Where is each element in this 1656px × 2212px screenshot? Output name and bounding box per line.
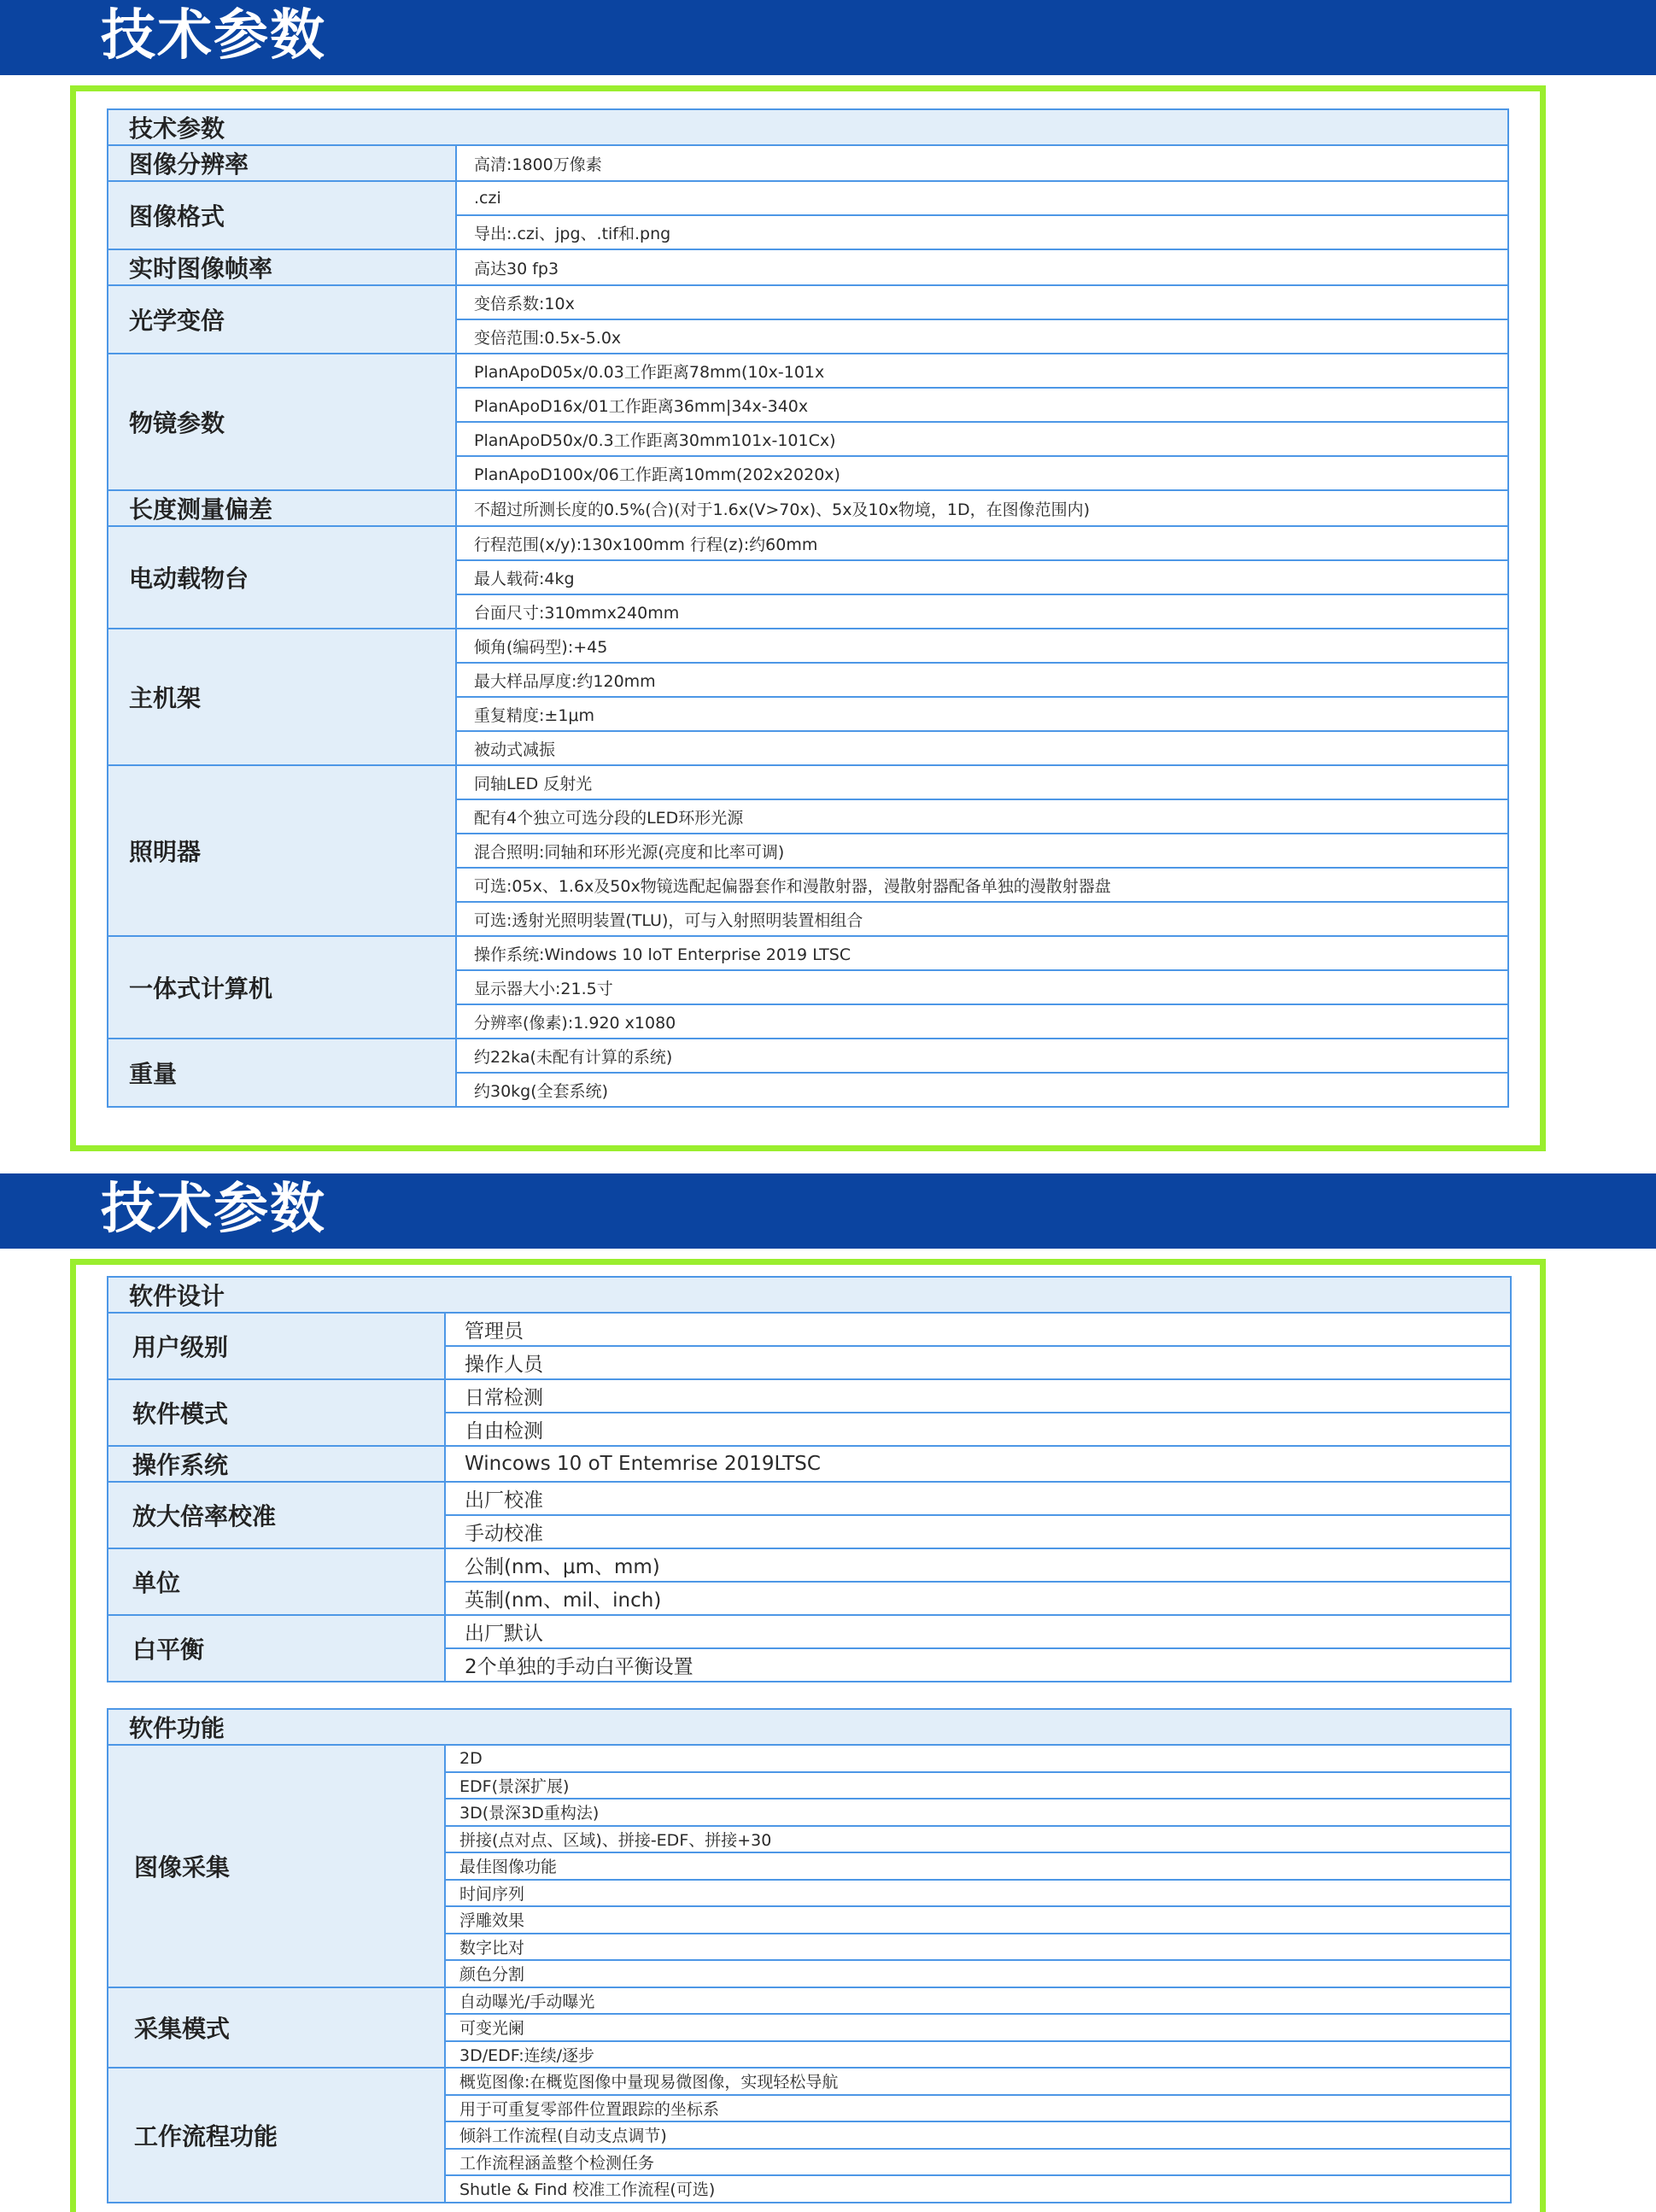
row-value: 配有4个独立可选分段的LED环形光源 [456,799,1508,834]
section-title: 技术参数 [101,1178,326,1241]
row-value: PlanApoD16x/01工作距离36mm|34x-340x [456,388,1508,422]
row-value: 自动曝光/手动曝光 [445,1987,1511,2015]
row-label: 操作系统 [108,1446,445,1482]
row-value: 工作流程涵盖整个检测任务 [445,2149,1511,2176]
row-value: Shutle & Find 校准工作流程(可选) [445,2175,1511,2203]
table-header: 软件功能 [108,1709,1511,1745]
row-label: 物镜参数 [108,354,456,490]
table-row [108,490,1508,526]
section-title: 技术参数 [101,4,326,67]
table-row [108,249,1508,285]
table-row [108,1379,1511,1413]
row-label: 光学变倍 [108,285,456,354]
row-value: 概览图像:在概览图像中量现易微图像，实现轻松导航 [445,2068,1511,2095]
row-value: PlanApoD100x/06工作距离10mm(202x2020x) [456,456,1508,490]
section-banner-1 [0,0,1656,75]
row-value: 日常检测 [445,1379,1511,1413]
row-value: 约22ka(未配有计算的系统) [456,1039,1508,1073]
row-value: 3D(景深3D重构法) [445,1799,1511,1826]
row-value: 被动式减振 [456,731,1508,765]
row-label: 图像采集 [108,1745,445,1987]
row-value: 可选:透射光照明装置(TLU)，可与入射照明装置相组合 [456,902,1508,936]
row-value: 同轴LED 反射光 [456,765,1508,799]
table-row [108,765,1508,799]
row-label: 一体式计算机 [108,936,456,1039]
table-row [108,2068,1511,2095]
row-label: 重量 [108,1039,456,1107]
table-row [108,1615,1511,1648]
table-row [108,181,1508,215]
row-label: 用户级别 [108,1313,445,1379]
spec-table-hardware [107,108,1509,1108]
row-value: PlanApoD05x/0.03工作距离78mm(10x-101x [456,354,1508,388]
row-value: 导出:.czi、jpg、.tif和.png [456,215,1508,249]
table-header: 技术参数 [108,109,1508,145]
row-label: 单位 [108,1548,445,1615]
row-value: EDF(景深扩展) [445,1772,1511,1799]
row-value: 重复精度:±1μm [456,697,1508,731]
row-value: 最佳图像功能 [445,1852,1511,1880]
row-value: Wincows 10 oT Entemrise 2019LTSC [445,1446,1511,1482]
row-value: 倾角(编码型):+45 [456,629,1508,663]
table-row [108,145,1508,181]
section-banner-2 [0,1173,1656,1249]
row-value: 高清:1800万像素 [456,145,1508,181]
row-label: 实时图像帧率 [108,249,456,285]
row-label: 电动载物台 [108,526,456,629]
row-label: 软件模式 [108,1379,445,1446]
row-value: 可选:05x、1.6x及50x物镜选配起偏器套作和漫散射器，漫散射器配备单独的漫散射器盘 [456,868,1508,902]
row-value: .czi [456,181,1508,215]
row-value: 显示器大小:21.5寸 [456,970,1508,1004]
row-value: 混合照明:同轴和环形光源(亮度和比率可调) [456,834,1508,868]
row-value: 2个单独的手动白平衡设置 [445,1648,1511,1682]
row-value: 台面尺寸:310mmx240mm [456,594,1508,629]
table-row [108,936,1508,970]
row-label: 白平衡 [108,1615,445,1682]
row-value: PlanApoD50x/0.3工作距离30mm101x-101Cx) [456,422,1508,456]
row-value: 时间序列 [445,1880,1511,1907]
row-value: 出厂默认 [445,1615,1511,1648]
spec-table-software-functions [107,1708,1512,2203]
row-value: 管理员 [445,1313,1511,1346]
table-row [108,1313,1511,1346]
row-value: 操作人员 [445,1346,1511,1379]
row-value: 操作系统:Windows 10 loT Enterprise 2019 LTSC [456,936,1508,970]
table-row [108,1987,1511,2015]
table-row [108,1482,1511,1515]
row-value: 手动校准 [445,1515,1511,1548]
row-value: 行程范围(x/y):130x100mm 行程(z):约60mm [456,526,1508,560]
table-row [108,354,1508,388]
row-value: 变倍系数:10x [456,285,1508,319]
row-label: 图像分辨率 [108,145,456,181]
row-value: 2D [445,1745,1511,1772]
row-value: 用于可重复零部件位置跟踪的坐标系 [445,2095,1511,2122]
row-value: 英制(nm、mil、inch) [445,1582,1511,1615]
row-value: 3D/EDF:连续/逐步 [445,2041,1511,2069]
row-value: 拼接(点对点、区域)、拼接-EDF、拼接+30 [445,1826,1511,1853]
spec-table-software-design [107,1276,1512,1682]
table-row [108,1548,1511,1582]
row-value: 倾斜工作流程(自动支点调节) [445,2121,1511,2149]
row-value: 高达30 fp3 [456,249,1508,285]
table-row [108,1039,1508,1073]
row-value: 数字比对 [445,1934,1511,1961]
row-label: 采集模式 [108,1987,445,2069]
row-value: 自由检测 [445,1413,1511,1446]
row-value: 变倍范围:0.5x-5.0x [456,319,1508,354]
row-value: 出厂校准 [445,1482,1511,1515]
row-value: 最人载荷:4kg [456,560,1508,594]
table-row [108,1446,1511,1482]
row-label: 图像格式 [108,181,456,249]
row-value: 分辨率(像素):1.920 x1080 [456,1004,1508,1039]
row-label: 主机架 [108,629,456,765]
row-label: 工作流程功能 [108,2068,445,2203]
row-value: 可变光阑 [445,2014,1511,2041]
table-header: 软件设计 [108,1277,1511,1313]
row-label: 放大倍率校准 [108,1482,445,1548]
table-row [108,285,1508,319]
table-row [108,629,1508,663]
row-value: 浮雕效果 [445,1906,1511,1934]
row-label: 照明器 [108,765,456,936]
row-value: 公制(nm、μm、mm) [445,1548,1511,1582]
row-value: 颜色分割 [445,1960,1511,1987]
table-row [108,526,1508,560]
row-value: 最大样品厚度:约120mm [456,663,1508,697]
row-label: 长度测量偏差 [108,490,456,526]
row-value: 约30kg(全套系统) [456,1073,1508,1107]
row-value: 不超过所测长度的0.5%(合)(对于1.6x(V>70x)、5x及10x物境，1D，在图像范围内) [456,490,1508,526]
table-row [108,1745,1511,1772]
